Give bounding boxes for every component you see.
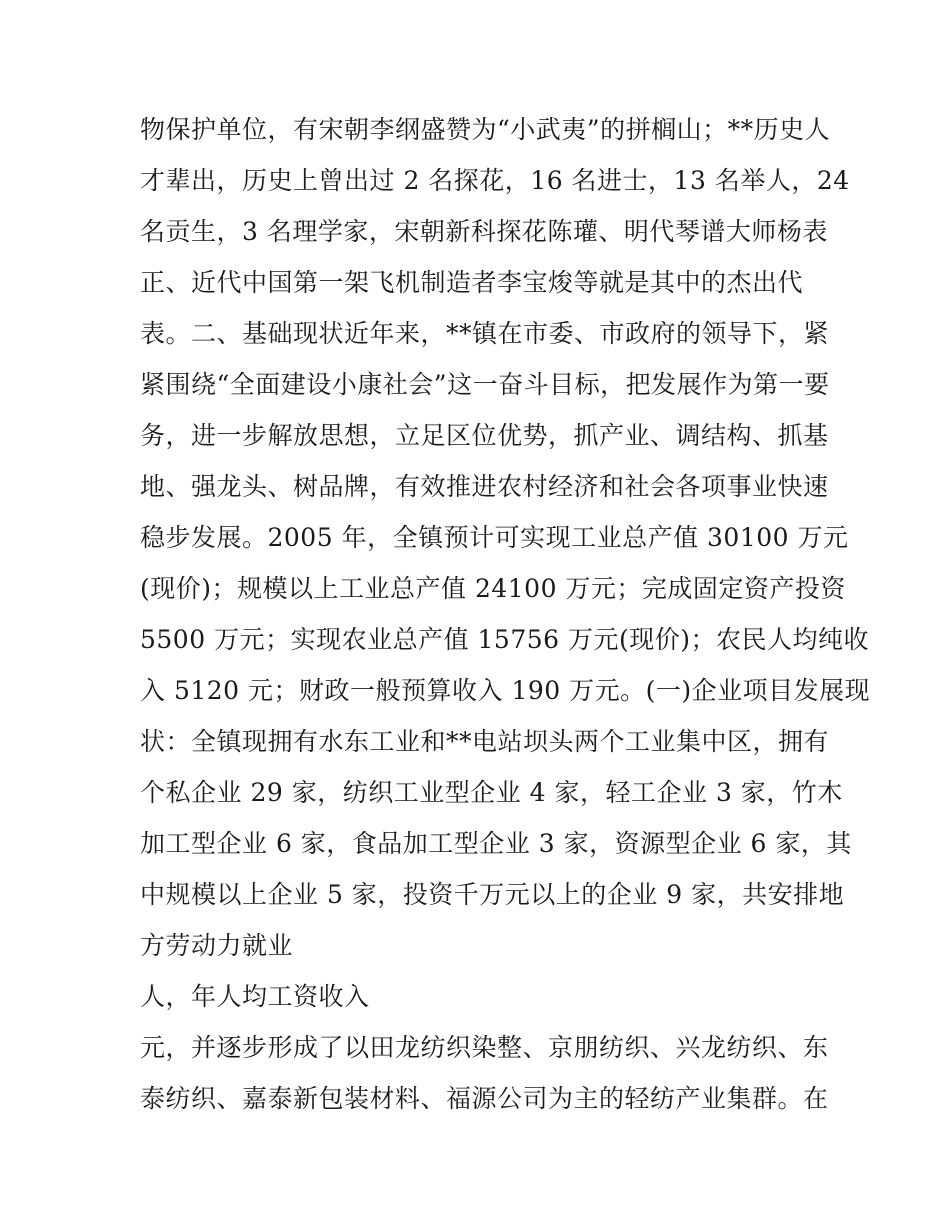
text-line-14: 个私企业 29 家，纺织工业型企业 4 家，轻工企业 3 家，竹木	[140, 778, 843, 807]
text-line-5: 表。二、基础现状近年来，**镇在市委、市政府的领导下，紧	[140, 319, 830, 348]
text-line-9: 稳步发展。2005 年，全镇预计可实现工业总产值 30100 万元	[140, 523, 849, 552]
text-line-1: 物保护单位，有宋朝李纲盛赞为“小武夷”的拼榈山；**历史人	[140, 115, 831, 144]
text-line-6: 紧围绕“全面建设小康社会”这一奋斗目标，把发展作为第一要	[140, 370, 830, 399]
text-line-19: 元，并逐步形成了以田龙纺织染整、京朋纺织、兴龙纺织、东	[140, 1033, 829, 1062]
text-line-12: 入 5120 元；财政一般预算收入 190 万元。(一)企业项目发展现	[140, 676, 871, 705]
body-text	[140, 104, 871, 1124]
text-line-20: 泰纺织、嘉泰新包装材料、福源公司为主的轻纺产业集群。在	[140, 1084, 829, 1113]
text-line-10: (现价)；规模以上工业总产值 24100 万元；完成固定资产投资	[140, 574, 846, 603]
text-line-3: 名贡生，3 名理学家，宋朝新科探花陈瓘、明代琴谱大师杨表	[140, 217, 828, 246]
text-line-17: 方劳动力就业	[140, 931, 294, 960]
text-line-8: 地、强龙头、树品牌，有效推进农村经济和社会各项事业快速	[140, 472, 829, 501]
text-line-16: 中规模以上企业 5 家，投资千万元以上的企业 9 家，共安排地	[140, 880, 845, 909]
text-line-18: 人，年人均工资收入	[140, 982, 370, 1011]
text-line-15: 加工型企业 6 家，食品加工型企业 3 家，资源型企业 6 家，其	[140, 829, 852, 858]
text-line-4: 正、近代中国第一架飞机制造者李宝焌等就是其中的杰出代	[140, 268, 804, 297]
text-line-2: 才辈出，历史上曾出过 2 名探花，16 名进士，13 名举人，24	[140, 166, 850, 195]
text-line-7: 务，进一步解放思想，立足区位优势，抓产业、调结构、抓基	[140, 421, 829, 450]
text-line-11: 5500 万元；实现农业总产值 15756 万元(现价)；农民人均纯收	[140, 625, 870, 654]
text-line-13: 状：全镇现拥有水东工业和**电站坝头两个工业集中区，拥有	[140, 727, 830, 756]
